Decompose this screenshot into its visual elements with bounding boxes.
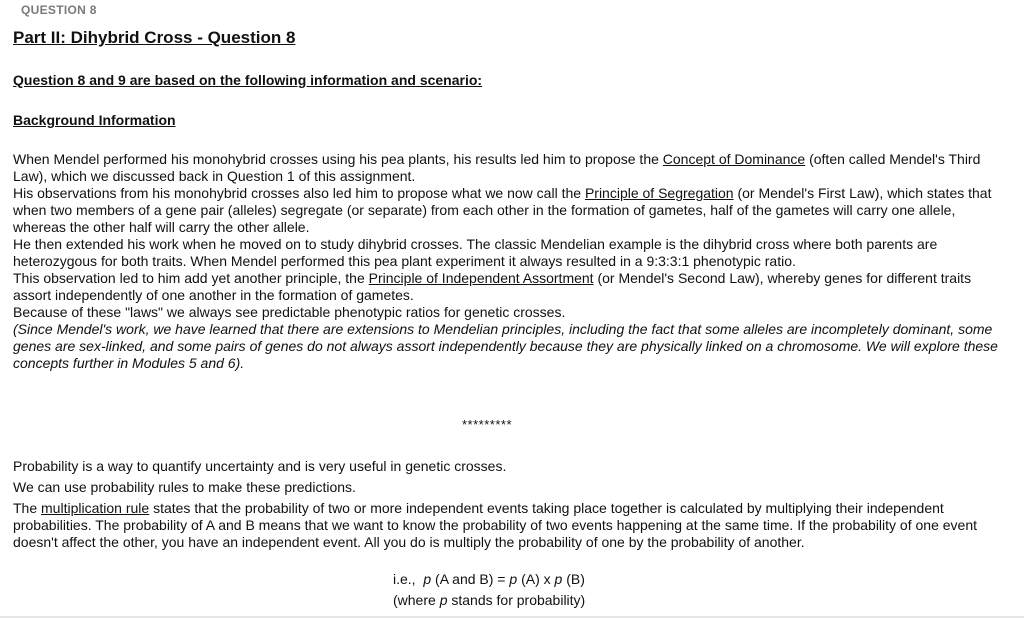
question-label: QUESTION 8	[21, 3, 97, 17]
probability-paragraph-3	[13, 500, 1003, 551]
concept-of-dominance-link[interactable]: Concept of Dominance	[662, 151, 806, 167]
multiplication-rule-link[interactable]: multiplication rule	[41, 500, 150, 516]
text-span: When Mendel performed his monohybrid crosses using his pea plants, his results led him to propose the	[13, 151, 663, 167]
principle-of-independent-assortment-link[interactable]: Principle of Independent Assortment	[368, 270, 594, 286]
formula-part: (A) x	[521, 571, 555, 587]
background-note: (Since Mendel's work, we have learned that there are extensions to Mendelian principles, including the fact that some alleles are incompletely dominant, some genes are sex-linked, and some pairs of genes do not always assort independently because they are physically linked on a chromosome. We will explore these concepts further in Modules 5 and 6).	[13, 321, 998, 371]
formula-p: p	[509, 571, 518, 587]
scenario-heading: Question 8 and 9 are based on the following information and scenario:	[13, 72, 483, 88]
text-span: (often called Mendel's Third Law), which we discussed back in Question 1 of this assignment.	[13, 151, 981, 184]
background-paragraph-4	[13, 270, 1003, 304]
formula-part: (B)	[566, 571, 585, 587]
text-span: (or Mendel's Second Law), whereby genes for different traits assort independently of one another in the formation of gametes.	[13, 270, 972, 303]
formula-note-part: stands for probability)	[447, 592, 586, 608]
principle-of-segregation-link[interactable]: Principle of Segregation	[584, 185, 734, 201]
probability-paragraph-2: We can use probability rules to make these predictions.	[13, 479, 356, 495]
formula-line	[393, 571, 585, 588]
formula-p: p	[439, 592, 448, 608]
formula-block	[393, 571, 585, 613]
background-text	[13, 151, 1003, 372]
text-span: The	[13, 500, 42, 516]
background-paragraph-3: He then extended his work when he moved on to study dihybrid crosses. The classic Mendelian example is the dihybrid cross where both parents are heterozygous for both traits. When Mendel performed this pea plant experiment it always resulted in a 9:3:3:1 phenotypic ratio.	[13, 236, 938, 269]
background-paragraph-1	[13, 151, 1003, 185]
text-span: His observations from his monohybrid crosses also led him to propose what we now call the	[13, 185, 585, 201]
formula-note-part: (where	[393, 592, 440, 608]
text-span: states that the probability of two or more independent events taking place together is calculated by multiplying their independent probabilities. The probability of A and B means that we want to know the probability of two events happening at the same time. If the probability of one event doesn't affect the other, you have an independent event. All you do is multiply the probability of one by the probability of another.	[13, 500, 977, 550]
text-span: This observation led to him add yet another principle, the	[13, 270, 369, 286]
formula-p: p	[554, 571, 563, 587]
section-separator: *********	[462, 417, 513, 432]
probability-paragraph-1: Probability is a way to quantify uncertainty and is very useful in genetic crosses.	[13, 458, 507, 474]
text-span: (or Mendel's First Law), which states that when two members of a gene pair (alleles) segregate (or separate) from each other in the formation of gametes, half of the gametes will carry one allele, whereas the other half will carry the other allele.	[13, 185, 992, 235]
probability-text	[13, 458, 1003, 551]
formula-prefix: i.e.,	[393, 571, 416, 587]
formula-note	[393, 592, 585, 609]
formula-p: p	[423, 571, 432, 587]
background-heading: Background Information	[13, 112, 176, 128]
background-paragraph-2	[13, 185, 1003, 236]
background-paragraph-5: Because of these "laws" we always see predictable phenotypic ratios for genetic crosses.	[13, 304, 566, 320]
part-title: Part II: Dihybrid Cross - Question 8	[13, 28, 296, 47]
formula-part: (A and B) =	[435, 571, 510, 587]
